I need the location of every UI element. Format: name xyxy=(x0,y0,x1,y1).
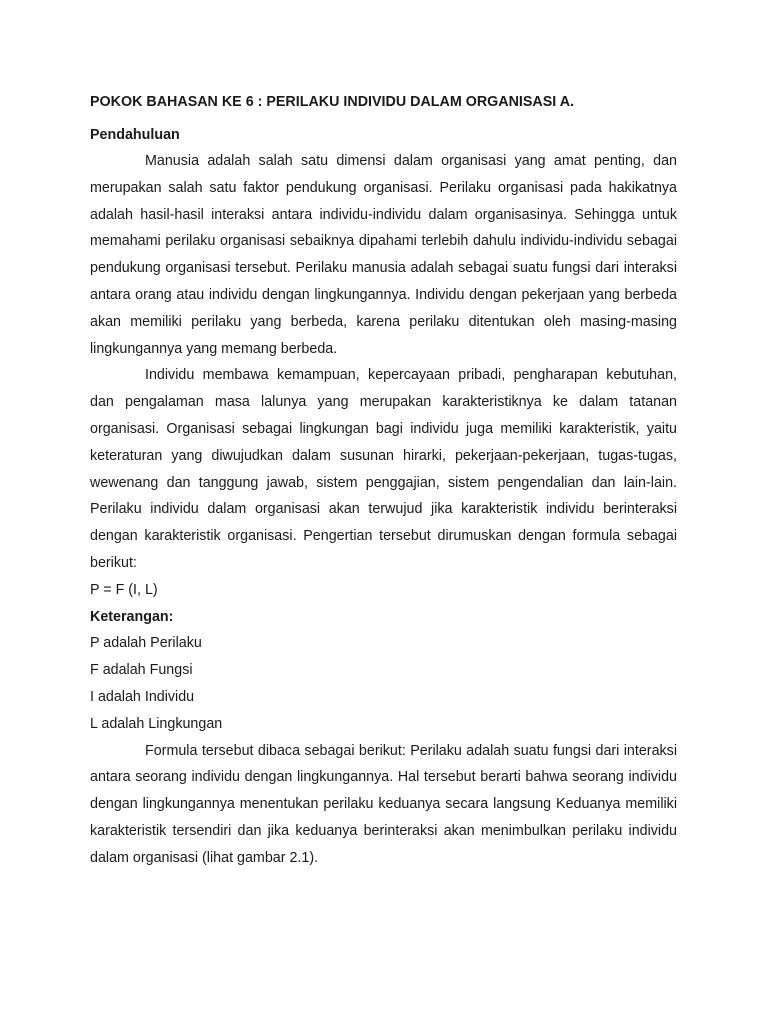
document-title: POKOK BAHASAN KE 6 : PERILAKU INDIVIDU DALAM ORGANISASI A. xyxy=(90,94,574,110)
definition-item: I adalah Individu xyxy=(90,688,195,705)
document-content xyxy=(90,92,677,872)
definition-item: L adalah Lingkungan xyxy=(90,715,223,732)
formula-line: P = F (I, L) xyxy=(90,581,158,598)
paragraph-1: Manusia adalah salah satu dimensi dalam organisasi yang amat penting, dan merupakan salah satu faktor pendukung organisasi. Perilaku organisasi pada hakikatnya adalah hasil-hasil interaksi antara individu-individu dalam organisasinya. Sehingga untuk memahami perilaku organisasi sebaiknya dipahami terlebih dahulu individu-individu sebagai pendukung organisasi tersebut. Perilaku manusia adalah sebagai suatu fungsi dari interaksi antara orang atau individu dengan lingkungannya. Individu dengan pekerjaan yang berbeda akan memiliki perilaku yang berbeda, karena perilaku ditentukan oleh masing-masing lingkungannya yang memang berbeda. xyxy=(90,153,677,357)
definition-item: P adalah Perilaku xyxy=(90,635,202,652)
paragraph-3: Formula tersebut dibaca sebagai berikut: Perilaku adalah suatu fungsi dari interaksi antara seorang individu dengan lingkungannya. Hal tersebut berarti bahwa seorang individu dengan lingkungannya menentukan perilaku keduanya secara langsung Keduanya memiliki karakteristik tersendiri dan jika keduanya berinteraksi akan menimbulkan perilaku individu dalam organisasi (lihat gambar 2.1). xyxy=(90,742,677,866)
definition-item: F adalah Fungsi xyxy=(90,662,193,679)
section-heading: Pendahuluan xyxy=(90,127,180,143)
paragraph-2: Individu membawa kemampuan, kepercayaan pribadi, pengharapan kebutuhan, dan pengalaman masa lalunya yang merupakan karakteristiknya ke dalam tatanan organisasi. Organisasi sebagai lingkungan bagi individu juga memiliki karakteristik, yaitu keteraturan yang diwujudkan dalam susunan hirarki, pekerjaan-pekerjaan, tugas-tugas, wewenang dan tanggung jawab, sistem penggajian, sistem pengendalian dan lain-lain. Perilaku individu dalam organisasi akan terwujud jika karakteristik individu berinteraksi dengan karakteristik organisasi. Pengertian tersebut dirumuskan dengan formula sebagai berikut: xyxy=(90,367,677,571)
keterangan-heading: Keterangan: xyxy=(90,608,174,625)
